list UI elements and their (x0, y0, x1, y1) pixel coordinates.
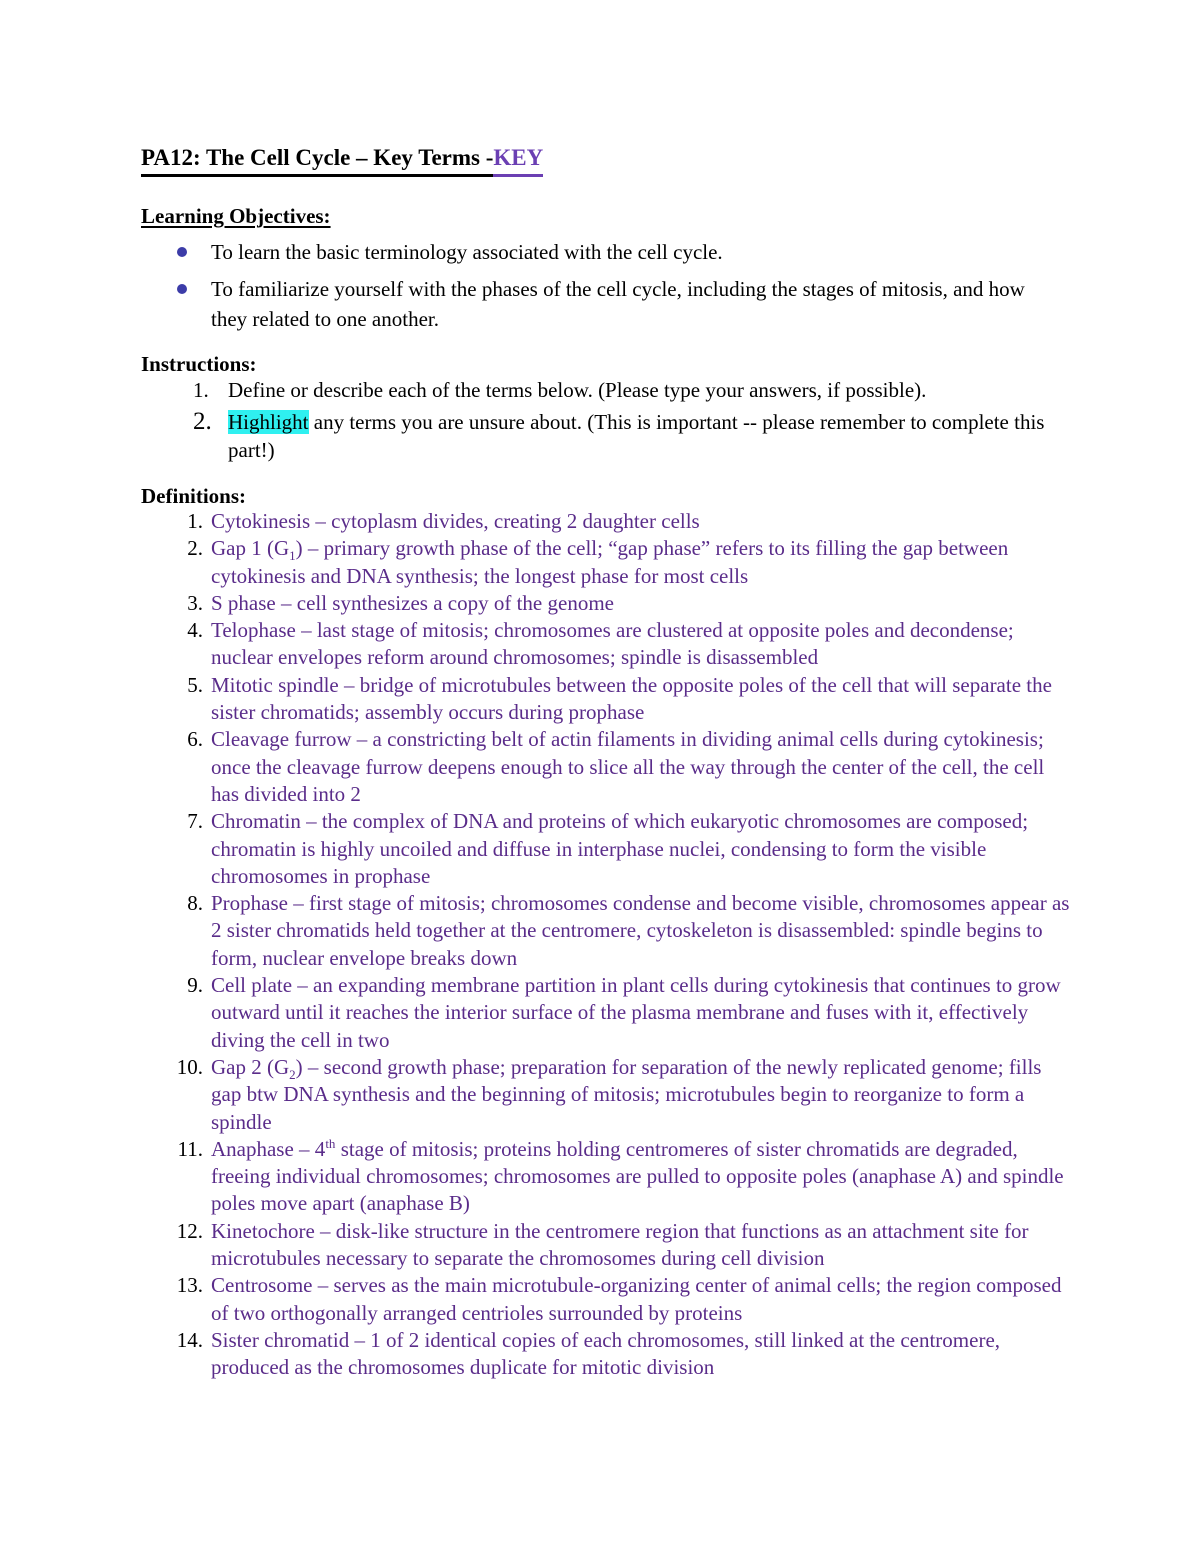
list-item: To familiarize yourself with the phases of the cell cycle, including the stages of mitosis, and how they related to one another. (141, 274, 1061, 334)
list-item: To learn the basic terminology associated with the cell cycle. (141, 237, 1061, 267)
list-item: 2. Highlight any terms you are unsure about. (This is important -- please remember to complete this part!) (193, 408, 1045, 462)
definition-item: 2. Gap 1 $(G_1)$ – primary growth phase of the cell; “gap phase” refers to its filling the gap between cytokinesis and DNA synthesis; the longest phase for most cells (187, 536, 1009, 588)
definition-item: 9. Cell plate – an expanding membrane partition in plant cells during cytokinesis that continues to grow outward until it reaches the interior surface of the plasma membrane and fuses with it, effectively diving the cell in two (187, 973, 1061, 1052)
highlighted-word: Highlight (228, 410, 309, 434)
definition-item: 7. Chromatin – the complex of DNA and proteins of which eukaryotic chromosomes are composed; chromatin is highly uncoiled and diffuse in interphase nuclei, condensing to form the visible chromosomes in prophase (187, 809, 1029, 888)
definition-item: 1. Cytokinesis – cytoplasm divides, creating 2 daughter cells (187, 509, 700, 533)
definition-item: 3. S phase – cell synthesizes a copy of the genome (187, 590, 614, 615)
instructions-heading: Instructions: (141, 352, 257, 376)
definition-item: 10. Gap 2 $(G_2)$ – second growth phase; preparation for separation of the newly replicated genome; fills gap btw DNA synthesis and the beginning of mitosis; microtubules begin to reorganize to form a spindle (176, 1054, 1042, 1134)
objectives-list (141, 237, 1061, 341)
definition-item: 8. Prophase – first stage of mitosis; chromosomes condense and become visible, chromosomes appear as 2 sister chromatids held together at the centromere, cytoskeleton is disassembled: spindle begins to form, nuclear envelope breaks down (187, 891, 1070, 970)
definition-item: 4. Telophase – last stage of mitosis; chromosomes are clustered at opposite poles and decondense; nuclear envelopes reform around chromosomes; spindle is disassembled (187, 618, 1014, 670)
item-number: 1. (193, 378, 209, 402)
definition-item: 6. Cleavage furrow – a constricting belt of actin filaments in dividing animal cells during cytokinesis; once the cleavage furrow deepens enough to slice all the way through the center of the cell, the cell has divided into 2 (187, 727, 1045, 806)
title-main: PA12: The Cell Cycle – Key Terms - (141, 145, 494, 170)
bullet-icon (177, 247, 187, 257)
list-item: 1. Define or describe each of the terms below. (Please type your answers, if possible). (193, 378, 927, 402)
title-key-label: KEY (493, 142, 543, 177)
definition-item: 11. Anaphase – 4th stage of mitosis; proteins holding centromeres of sister chromatids are degraded, freeing individual chromosomes; chromosomes are pulled to opposite poles (anaphase A) and spindle poles move apart (anaphase B) (177, 1135, 1064, 1216)
objectives-heading: Learning Objectives: (141, 204, 331, 228)
instructions-list (141, 376, 1061, 464)
definitions-heading: Definitions: (141, 484, 246, 508)
item-number: 2. (193, 408, 212, 435)
definitions-list (141, 508, 1076, 1382)
definition-item: 12. Kinetochore – disk-like structure in the centromere region that functions as an attachment site for microtubules necessary to separate the chromosomes during cell division (176, 1218, 1029, 1271)
definition-item: 13. Centrosome – serves as the main microtubule-organizing center of animal cells; the region composed of two orthogonally arranged centrioles surrounded by proteins (176, 1273, 1062, 1325)
definition-item: 14. Sister chromatid – 1 of 2 identical copies of each chromosomes, still linked at the centromere, produced as the chromosomes duplicate for mitotic division (176, 1327, 1001, 1380)
page-title (141, 142, 543, 177)
definition-item: 5. Mitotic spindle – bridge of microtubules between the opposite poles of the cell that will separate the sister chromatids; assembly occurs during prophase (187, 672, 1052, 725)
bullet-icon (177, 284, 187, 294)
